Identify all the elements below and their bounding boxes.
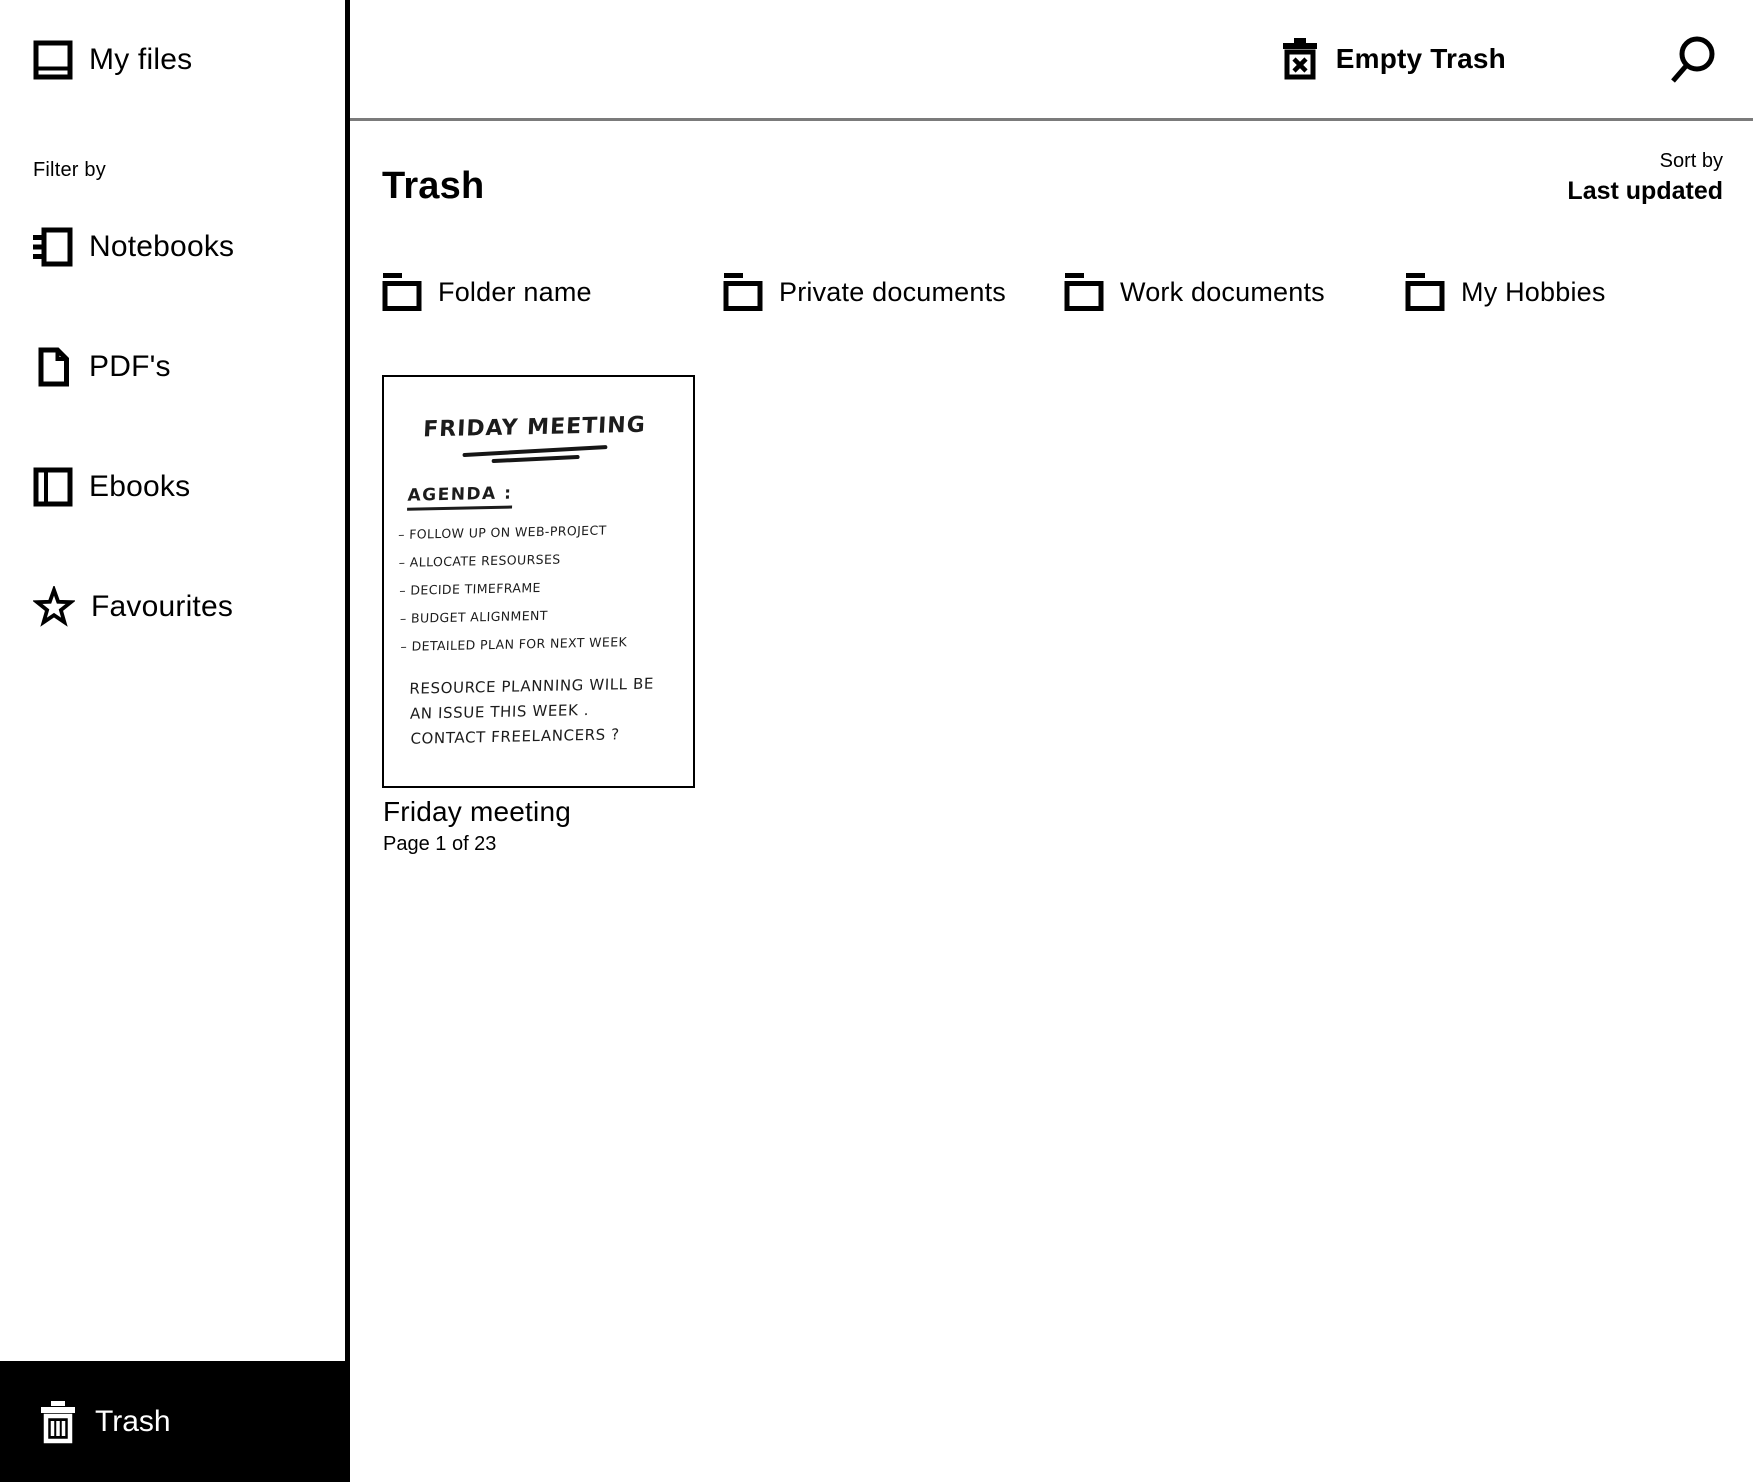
- note-text-line: AN ISSUE THIS WEEK .: [409, 700, 590, 723]
- folder-item-folder-name[interactable]: [382, 270, 723, 314]
- note-agenda-item: – FOLLOW UP ON WEB-PROJECT: [397, 522, 607, 542]
- sidebar-item-favourites[interactable]: [33, 585, 233, 629]
- page-title: Trash: [382, 165, 485, 207]
- sidebar-item-ebooks[interactable]: [33, 465, 190, 509]
- folder-item-private-documents[interactable]: [723, 270, 1064, 314]
- folder-icon: [1064, 273, 1104, 311]
- note-agenda-label: AGENDA :: [407, 484, 513, 511]
- sidebar: [0, 0, 350, 1482]
- sidebar-item-label: Favourites: [91, 590, 234, 623]
- empty-trash-button[interactable]: [1281, 38, 1506, 80]
- search-icon: [1669, 35, 1715, 83]
- sort-by-value: Last updated: [1567, 177, 1723, 205]
- search-button[interactable]: [1669, 35, 1715, 83]
- note-text-line: CONTACT FREELANCERS ?: [410, 725, 621, 748]
- folder-item-work-documents[interactable]: [1064, 270, 1405, 314]
- sidebar-item-my-files[interactable]: [33, 38, 192, 82]
- folder-label: Work documents: [1120, 276, 1325, 307]
- sidebar-item-pdfs[interactable]: [33, 345, 171, 389]
- trash-icon: [39, 1400, 77, 1444]
- sort-control[interactable]: [1567, 150, 1723, 205]
- notebook-icon: [33, 227, 73, 267]
- folder-item-my-hobbies[interactable]: [1405, 270, 1746, 314]
- document-title: Friday meeting: [383, 796, 571, 827]
- folder-icon: [723, 273, 763, 311]
- note-agenda-item: – DETAILED PLAN FOR NEXT WEEK: [400, 634, 628, 654]
- folder-icon: [382, 273, 422, 311]
- document-page-info: Page 1 of 23: [383, 833, 497, 855]
- note-underline: [462, 445, 607, 457]
- sidebar-item-trash[interactable]: [0, 1361, 350, 1482]
- folder-row: [382, 270, 1746, 314]
- sidebar-item-label: PDF's: [89, 350, 171, 383]
- empty-trash-icon: [1281, 38, 1319, 80]
- topbar: [350, 0, 1753, 121]
- folder-label: Private documents: [779, 276, 1007, 307]
- my-files-icon: [33, 40, 73, 80]
- note-agenda-item: – ALLOCATE RESOURSES: [398, 551, 561, 570]
- note-agenda-item: – DECIDE TIMEFRAME: [399, 579, 542, 598]
- document-thumbnail[interactable]: [382, 375, 695, 788]
- sidebar-item-label: Notebooks: [89, 230, 235, 263]
- note-agenda-list: [398, 515, 694, 661]
- note-agenda-item: – BUDGET ALIGNMENT: [399, 607, 549, 626]
- star-icon: [33, 586, 75, 628]
- sort-by-label: Sort by: [1659, 150, 1723, 172]
- folder-label: Folder name: [438, 276, 592, 307]
- folder-icon: [1405, 273, 1445, 311]
- empty-trash-label: Empty Trash: [1335, 43, 1506, 74]
- pdf-icon: [33, 347, 73, 387]
- filter-by-label: Filter by: [33, 159, 106, 181]
- note-text-line: RESOURCE PLANNING WILL BE: [409, 674, 655, 698]
- sidebar-item-label: My files: [89, 43, 193, 76]
- note-heading: FRIDAY MEETING: [422, 412, 647, 443]
- sidebar-item-notebooks[interactable]: [33, 225, 234, 269]
- ebook-icon: [33, 467, 73, 507]
- folder-label: My Hobbies: [1461, 276, 1606, 307]
- sidebar-item-label: Ebooks: [89, 470, 191, 503]
- note-paragraph: [409, 671, 695, 752]
- sidebar-item-label: Trash: [95, 1404, 171, 1438]
- note-preview: [382, 412, 695, 788]
